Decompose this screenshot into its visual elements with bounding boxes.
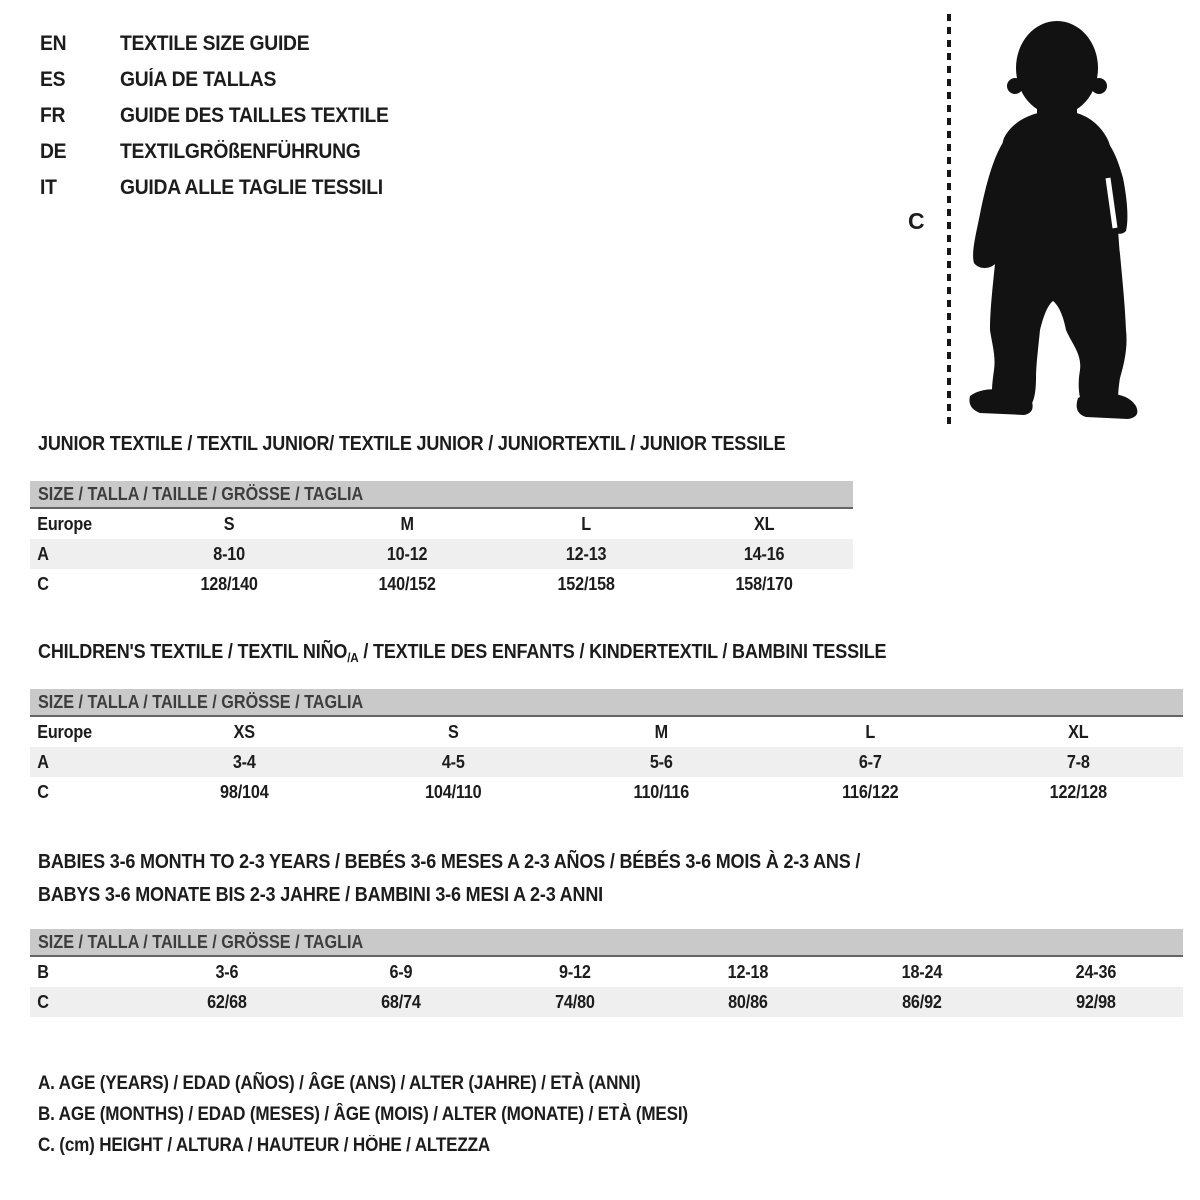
table-cell: 12-18: [728, 962, 769, 982]
table-cell: 14-16: [743, 544, 785, 564]
table-cell: XL: [753, 514, 775, 534]
language-code: DE: [40, 140, 67, 163]
table-cell: 110/116: [633, 782, 690, 802]
babies-section-title: [38, 846, 952, 912]
table-cell: M: [400, 514, 415, 534]
row-label: A: [37, 752, 49, 772]
language-row: [40, 170, 412, 206]
language-title: GUIDA ALLE TAGLIE TESSILI: [120, 176, 383, 199]
babies-title-line1: BABIES 3-6 MONTH TO 2-3 YEARS / BEBÉS 3-6 MESES A 2-3 AÑOS / BÉBÉS 3-6 MOIS À 2-3 ANS /: [38, 851, 861, 873]
table-cell: 80/86: [728, 992, 769, 1012]
row-label: C: [37, 992, 49, 1012]
language-row: [40, 62, 412, 98]
babies-size-header-bar: [30, 929, 1183, 957]
table-cell: 62/68: [207, 992, 247, 1012]
language-row: [40, 26, 412, 62]
table-cell: S: [223, 514, 235, 534]
table-cell: 122/128: [1050, 782, 1108, 802]
table-cell: 140/152: [378, 574, 437, 594]
junior-size-table: [30, 481, 853, 599]
language-legend: [40, 26, 412, 206]
children-title-subscript: /A: [347, 650, 359, 665]
babies-title-line2: BABYS 3-6 MONATE BIS 2-3 JAHRE / BAMBINI 3-6 MESI A 2-3 ANNI: [38, 884, 603, 906]
language-title: TEXTILE SIZE GUIDE: [120, 32, 310, 55]
table-cell: M: [654, 722, 669, 742]
junior-section-title: [38, 433, 868, 456]
children-title-rest: / TEXTILE DES ENFANTS / KINDERTEXTIL / BAMBINI TESSILE: [358, 641, 887, 663]
table-cell: 104/110: [424, 782, 482, 802]
table-cell: 86/92: [902, 992, 943, 1012]
table-cell: 3-6: [215, 962, 239, 982]
footnote-c-text: C. (cm) HEIGHT / ALTURA / HAUTEUR / HÖHE / ALTEZZA: [38, 1135, 491, 1156]
table-cell: 7-8: [1067, 752, 1091, 772]
table-cell: 10-12: [387, 544, 428, 564]
table-cell: 158/170: [735, 574, 793, 594]
table-cell: 6-7: [858, 752, 882, 772]
row-label: A: [37, 544, 49, 564]
junior-section-title-text: JUNIOR TEXTILE / TEXTIL JUNIOR/ TEXTILE JUNIOR / JUNIORTEXTIL / JUNIOR TESSILE: [38, 433, 786, 455]
table-cell: 98/104: [220, 782, 269, 802]
table-cell: 128/140: [200, 574, 258, 594]
children-section-title-text: [38, 641, 886, 665]
table-row: [30, 509, 853, 539]
language-code: EN: [40, 32, 67, 55]
table-cell: 152/158: [556, 574, 615, 594]
table-cell: L: [865, 722, 875, 742]
table-cell: S: [447, 722, 459, 742]
children-size-table: [30, 689, 1183, 807]
table-cell: 68/74: [380, 992, 421, 1012]
footnote-c: [38, 1130, 760, 1161]
size-header-label: SIZE / TALLA / TAILLE / GRÖSSE / TAGLIA: [38, 692, 364, 712]
table-row: [30, 747, 1183, 777]
language-title: TEXTILGRÖßENFÜHRUNG: [120, 140, 361, 163]
table-cell: 92/98: [1076, 992, 1116, 1012]
row-label: B: [37, 962, 49, 982]
footnotes: [38, 1068, 760, 1161]
junior-size-header-bar: [30, 481, 853, 509]
table-cell: 5-6: [650, 752, 673, 772]
table-cell: 74/80: [554, 992, 595, 1012]
toddler-silhouette-icon: [960, 14, 1142, 426]
size-header-label: SIZE / TALLA / TAILLE / GRÖSSE / TAGLIA: [38, 932, 364, 952]
row-label: Europe: [37, 722, 92, 742]
table-cell: 6-9: [389, 962, 413, 982]
language-code: ES: [40, 68, 66, 91]
language-code: IT: [40, 176, 57, 199]
footnote-b: [38, 1099, 760, 1130]
footnote-a: [38, 1068, 760, 1099]
children-size-header-bar: [30, 689, 1183, 717]
table-cell: XL: [1068, 722, 1089, 742]
language-row: [40, 134, 412, 170]
children-title-main: CHILDREN'S TEXTILE / TEXTIL NIÑO: [38, 641, 348, 663]
language-title: GUÍA DE TALLAS: [120, 68, 277, 91]
table-cell: 12-13: [565, 544, 606, 564]
table-cell: 3-4: [232, 752, 256, 772]
row-label: C: [37, 782, 49, 802]
language-title: GUIDE DES TAILLES TEXTILE: [120, 104, 389, 127]
size-header-label: SIZE / TALLA / TAILLE / GRÖSSE / TAGLIA: [38, 484, 364, 504]
row-label: Europe: [37, 514, 92, 534]
row-label: C: [37, 574, 49, 594]
table-row: [30, 987, 1183, 1017]
table-cell: XS: [233, 722, 255, 742]
height-measure-label: C: [908, 208, 925, 234]
table-cell: L: [580, 514, 591, 534]
table-cell: 8-10: [213, 544, 245, 564]
table-cell: 116/122: [841, 782, 899, 802]
language-row: [40, 98, 412, 134]
table-row: [30, 539, 853, 569]
table-row: [30, 717, 1183, 747]
table-row: [30, 569, 853, 599]
table-row: [30, 957, 1183, 987]
height-measure-dashed-line: [947, 14, 951, 426]
children-section-title: [38, 641, 981, 665]
table-row: [30, 777, 1183, 807]
table-cell: 9-12: [558, 962, 591, 982]
footnote-b-text: B. AGE (MONTHS) / EDAD (MESES) / ÂGE (MOIS) / ALTER (MONATE) / ETÀ (MESI): [38, 1104, 688, 1125]
language-code: FR: [40, 104, 66, 127]
footnote-a-text: A. AGE (YEARS) / EDAD (AÑOS) / ÂGE (ANS) / ALTER (JAHRE) / ETÀ (ANNI): [38, 1073, 641, 1094]
table-cell: 24-36: [1075, 962, 1117, 982]
babies-size-table: [30, 929, 1183, 1017]
table-cell: 4-5: [441, 752, 465, 772]
table-cell: 18-24: [901, 962, 943, 982]
